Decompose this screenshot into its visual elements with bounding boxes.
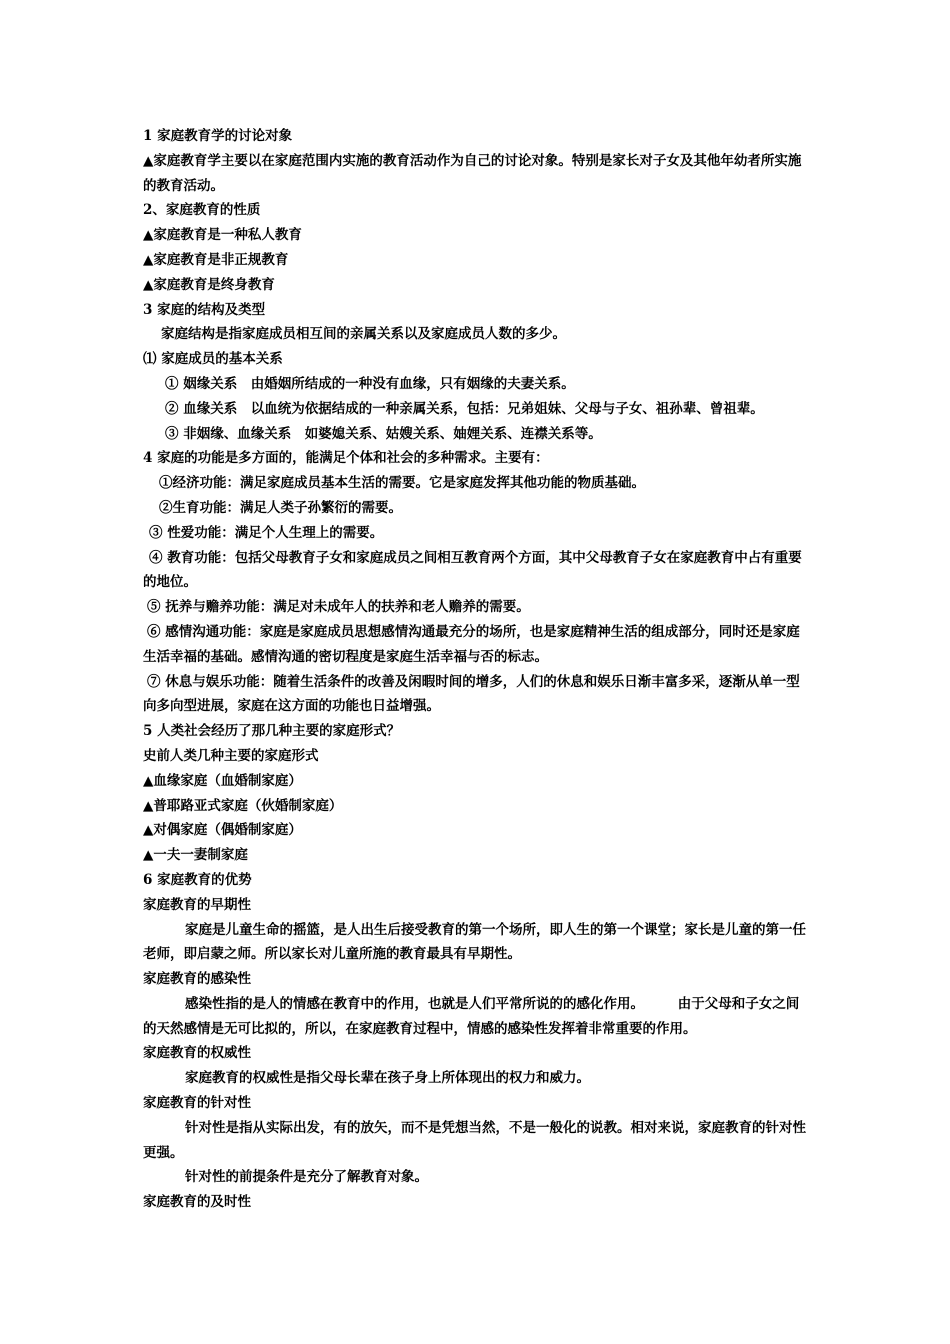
paragraph: 针对性的前提条件是充分了解教育对象。: [185, 1169, 428, 1186]
bullet-item: ▲家庭教育是一种私人教育: [143, 227, 302, 244]
numbered-item: ③ 性爱功能：满足个人生理上的需要。: [149, 524, 384, 541]
paragraph: 家庭结构是指家庭成员相互间的亲属关系以及家庭成员人数的多少。: [161, 326, 566, 343]
section-heading-1: 1 家庭教育学的讨论对象: [143, 128, 293, 144]
bullet-item: ▲普耶路亚式家庭（伙婚制家庭）: [143, 797, 343, 814]
sub-heading: 家庭教育的针对性: [143, 1095, 251, 1112]
numbered-item: ② 血缘关系 以血统为依据结成的一种亲属关系，包括：兄弟姐妹、父母与子女、祖孙辈、曾祖辈。: [165, 400, 764, 417]
bullet-item: ▲血缘家庭（血婚制家庭）: [143, 772, 302, 789]
paragraph: 家庭教育的权威性是指父母长辈在孩子身上所体现出的权力和威力。: [185, 1070, 590, 1087]
section-heading-6: 6 家庭教育的优势: [143, 871, 252, 888]
bullet-item: ▲家庭教育是非正规教育: [143, 251, 289, 268]
paragraph: ▲家庭教育学主要以在家庭范围内实施的教育活动作为自己的讨论对象。特别是家长对子女及其他年幼者所实施的教育活动。: [143, 152, 802, 194]
sub-heading: 家庭教育的及时性: [143, 1194, 251, 1211]
bullet-item: ▲对偶家庭（偶婚制家庭）: [143, 822, 302, 839]
sub-heading: 家庭教育的早期性: [143, 896, 251, 913]
section-heading-3: 3 家庭的结构及类型: [143, 301, 266, 318]
section-heading-2: 2、家庭教育的性质: [143, 202, 261, 219]
sub-heading: 家庭教育的感染性: [143, 971, 251, 988]
numbered-item: ① 姻缘关系 由婚姻所结成的一种没有血缘，只有姻缘的夫妻关系。: [165, 375, 575, 392]
section-heading-4: 4 家庭的功能是多方面的，能满足个体和社会的多种需求。主要有：: [143, 450, 549, 467]
section-heading-5: 5 人类社会经历了那几种主要的家庭形式？: [143, 723, 401, 740]
sub-heading: ⑴ 家庭成员的基本关系: [143, 351, 283, 368]
numbered-item: ⑦ 休息与娱乐功能：随着生活条件的改善及闲暇时间的增多，人们的休息和娱乐日渐丰富多采，逐渐从单一型向多向型进展，家庭在这方面的功能也日益增强。: [143, 673, 800, 715]
sub-heading: 家庭教育的权威性: [143, 1045, 251, 1062]
bullet-item: ▲一夫一妻制家庭: [143, 847, 248, 864]
numbered-item: ④ 教育功能：包括父母教育子女和家庭成员之间相互教育两个方面，其中父母教育子女在家庭教育中占有重要的地位。: [143, 549, 802, 591]
numbered-item: ②生育功能：满足人类子孙繁衍的需要。: [159, 499, 402, 516]
paragraph: 感染性指的是人的情感在教育中的作用，也就是人们平常所说的的感化作用。 由于父母和子女之间的天然感情是无可比拟的，所以，在家庭教育过程中，情感的感染性发挥着非常重要的作用。: [143, 995, 800, 1037]
numbered-item: ⑤ 抚养与赡养功能：满足对未成年人的扶养和老人赡养的需要。: [147, 599, 530, 616]
bullet-item: ▲家庭教育是终身教育: [143, 276, 275, 293]
numbered-item: ③ 非姻缘、血缘关系 如婆媳关系、姑嫂关系、妯娌关系、连襟关系等。: [165, 425, 602, 442]
numbered-item: ①经济功能：满足家庭成员基本生活的需要。它是家庭发挥其他功能的物质基础。: [159, 475, 645, 492]
sub-heading: 史前人类几种主要的家庭形式: [143, 747, 319, 764]
document-page: [143, 124, 807, 1215]
paragraph: 家庭是儿童生命的摇篮，是人出生后接受教育的第一个场所，即人生的第一个课堂；家长是儿童的第一任老师，即启蒙之师。所以家长对儿童所施的教育最具有早期性。: [143, 921, 806, 963]
numbered-item: ⑥ 感情沟通功能：家庭是家庭成员思想感情沟通最充分的场所，也是家庭精神生活的组成部分，同时还是家庭生活幸福的基础。感情沟通的密切程度是家庭生活幸福与否的标志。: [143, 623, 800, 665]
paragraph: 针对性是指从实际出发，有的放矢，而不是凭想当然，不是一般化的说教。相对来说，家庭教育的针对性更强。: [143, 1119, 806, 1161]
